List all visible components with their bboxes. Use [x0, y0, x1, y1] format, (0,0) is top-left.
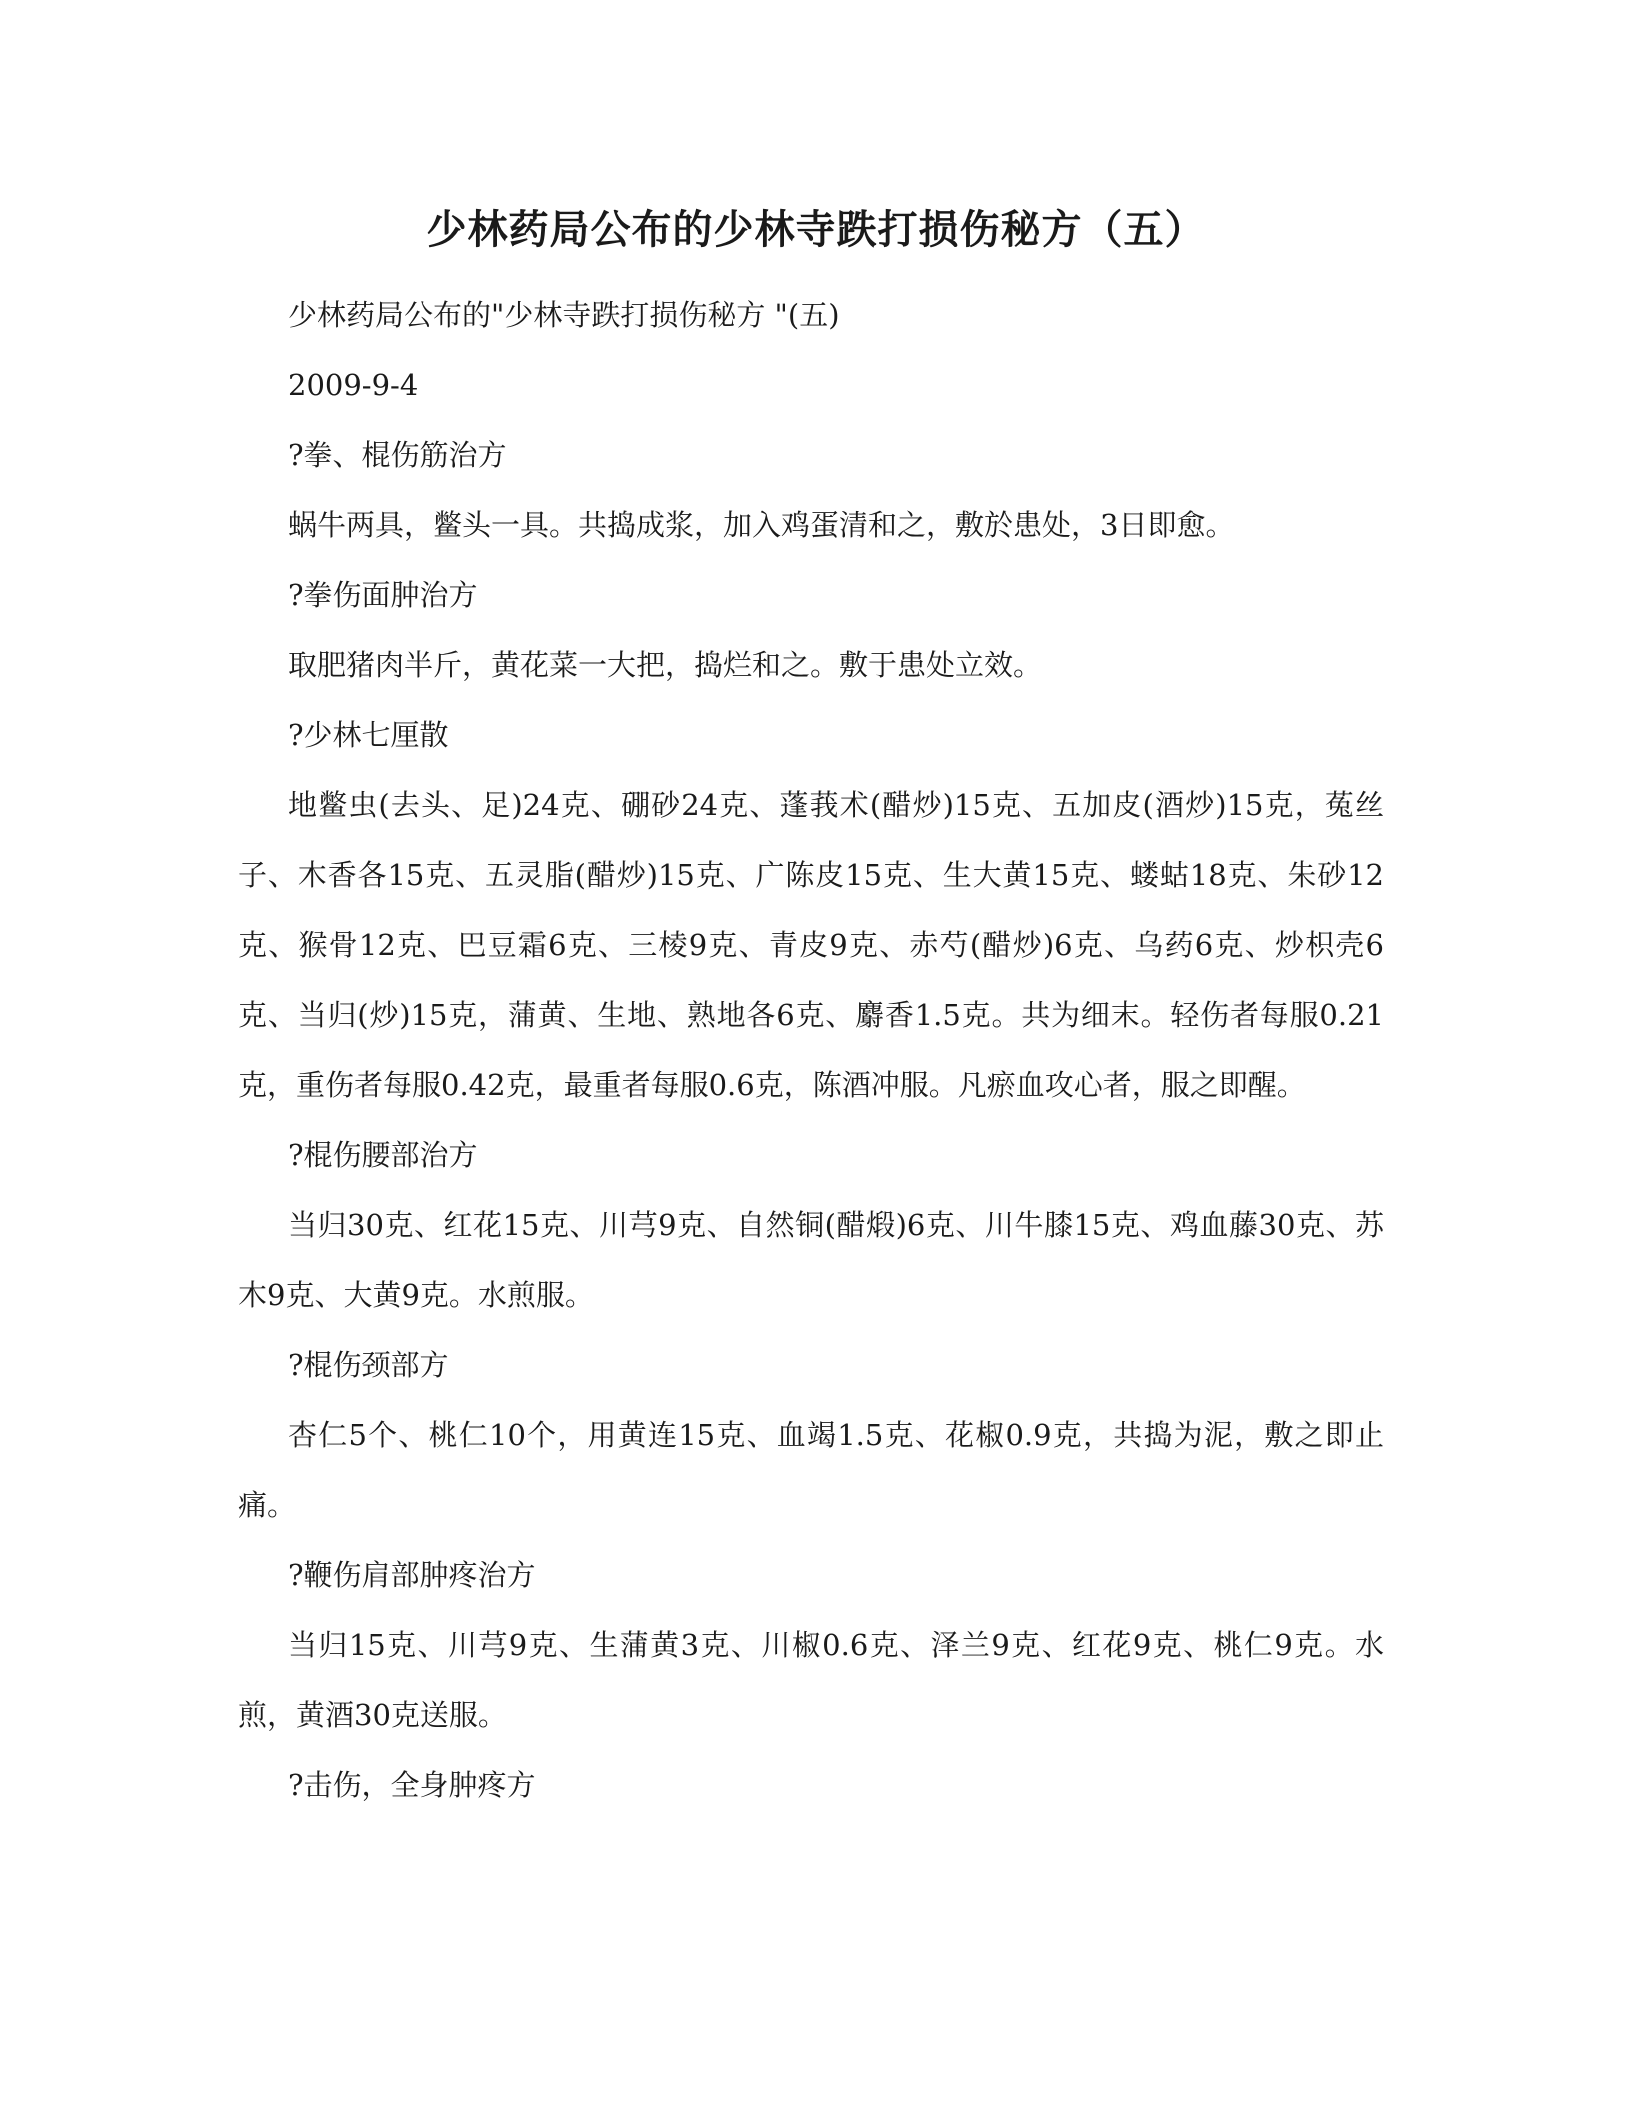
section-heading: ?鞭伤肩部肿疼治方 — [288, 1558, 536, 1592]
recipe-text: 当归15克、川芎9克、生蒲黄3克、川椒0.6克、泽兰9克、红花9克、桃仁9克。水煎，黄酒30克送服。 — [238, 1628, 1384, 1732]
section-heading: ?棍伤颈部方 — [288, 1348, 449, 1382]
section-heading: ?少林七厘散 — [288, 718, 449, 752]
section-heading: ?拳伤面肿治方 — [288, 578, 478, 612]
recipe-text: 取肥猪肉半斤，黄花菜一大把，捣烂和之。敷于患处立效。 — [288, 648, 1043, 682]
subtitle-line: 少林药局公布的"少林寺跌打损伤秘方 "(五) — [288, 298, 840, 332]
recipe-text: 蜗牛两具，鳖头一具。共捣成浆，加入鸡蛋清和之，敷於患处，3日即愈。 — [288, 508, 1235, 542]
document-body — [238, 280, 1384, 1820]
recipe-text: 杏仁5个、桃仁10个，用黄连15克、血竭1.5克、花椒0.9克，共捣为泥，敷之即止痛。 — [238, 1418, 1384, 1522]
date-line: 2009-9-4 — [288, 368, 419, 402]
section-heading: ?击伤，全身肿疼方 — [288, 1768, 536, 1802]
section-heading: ?棍伤腰部治方 — [288, 1138, 478, 1172]
recipe-text: 地鳖虫(去头、足)24克、硼砂24克、蓬莪术(醋炒)15克、五加皮(酒炒)15克，菟丝子、木香各15克、五灵脂(醋炒)15克、广陈皮15克、生大黄15克、蝼蛄18克、朱砂12克、猴骨12克、巴豆霜6克、三棱9克、青皮9克、赤芍(醋炒)6克、乌药6克、炒枳壳6克、当归(炒)15克，蒲黄、生地、熟地各6克、麝香1.5克。共为细末。轻伤者每服0.21克，重伤者每服0.42克，最重者每服0.6克，陈酒冲服。凡瘀血攻心者，服之即醒。 — [238, 788, 1384, 1102]
recipe-text: 当归30克、红花15克、川芎9克、自然铜(醋煅)6克、川牛膝15克、鸡血藤30克、苏木9克、大黄9克。水煎服。 — [238, 1208, 1384, 1312]
section-heading: ?拳、棍伤筋治方 — [288, 438, 507, 472]
document-title: 少林药局公布的少林寺跌打损伤秘方（五） — [426, 206, 1206, 253]
